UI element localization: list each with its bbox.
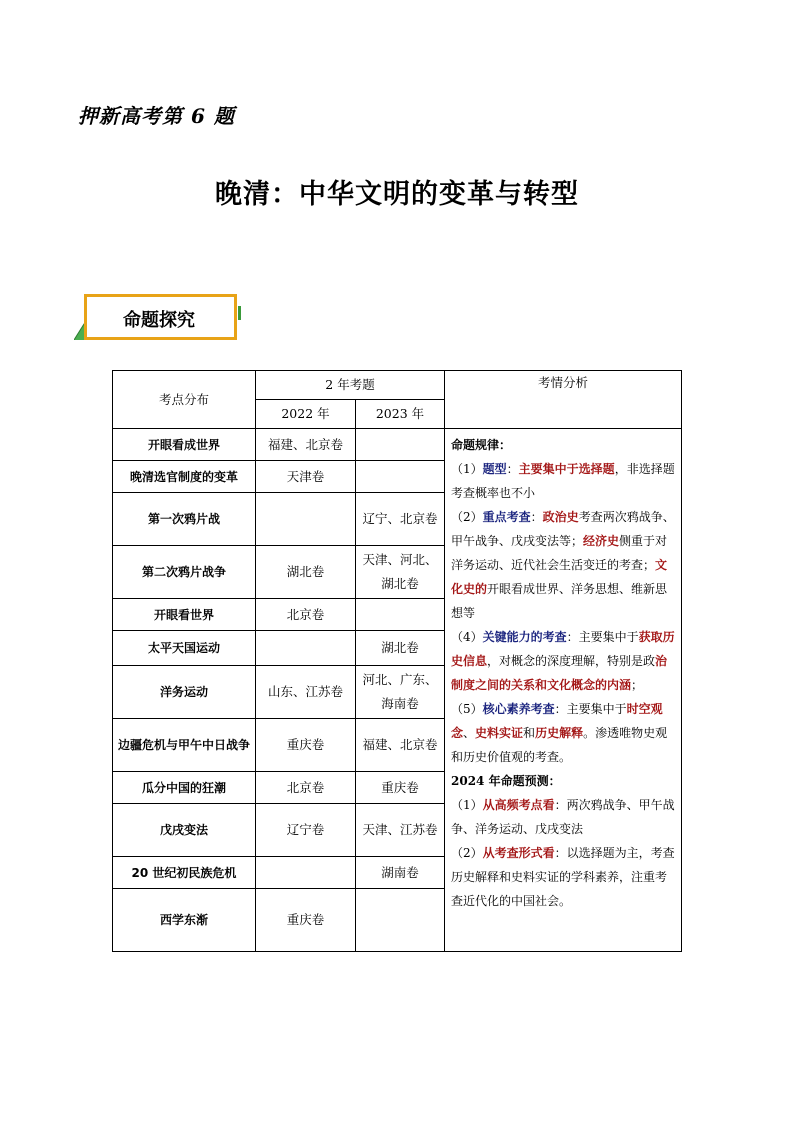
exam-distribution-table <box>112 370 682 952</box>
header-2022: 2022 年 <box>256 400 356 429</box>
row-2023 <box>356 889 445 952</box>
table-row <box>113 429 682 461</box>
row-2023: 湖南卷 <box>356 857 445 889</box>
row-topic: 边疆危机与甲午中日战争 <box>113 719 256 772</box>
row-topic: 戊戌变法 <box>113 804 256 857</box>
row-2022: 山东、江苏卷 <box>256 666 356 719</box>
prediction-heading: 2024 年命题预测： <box>451 774 561 788</box>
header-2023: 2023 年 <box>356 400 445 429</box>
row-2023 <box>356 461 445 493</box>
row-2023 <box>356 599 445 631</box>
header-years: 2 年考题 <box>256 371 445 400</box>
prediction-point-2: （2）从考查形式看：以选择题为主，考查历史解释和史料实证的学科素养，注重考查近代化的中国社会。 <box>451 846 675 908</box>
row-2022 <box>256 493 356 546</box>
row-topic: 太平天国运动 <box>113 631 256 666</box>
analysis-cell <box>445 429 682 952</box>
row-2022: 福建、北京卷 <box>256 429 356 461</box>
table-header-row <box>113 371 682 400</box>
analysis-point-2: （2）重点考查：政治史考查两次鸦战争、甲午战争、戊戌变法等；经济史侧重于对洋务运动、近代社会生活变迁的考查；文化史的开眼看成世界、洋务思想、维新思想等 <box>451 510 675 620</box>
row-2022: 辽宁卷 <box>256 804 356 857</box>
row-topic: 西学东渐 <box>113 889 256 952</box>
analysis-point-4: （4）关键能力的考查：主要集中于获取历史信息，对概念的深度理解，特别是政治制度之间的关系和文化概念的内涵； <box>451 630 675 692</box>
header-topic: 考点分布 <box>113 371 256 429</box>
prediction-point-1: （1）从高频考点看：两次鸦战争、甲午战争、洋务运动、戊戌变法 <box>451 798 675 836</box>
row-topic: 晚清选官制度的变革 <box>113 461 256 493</box>
row-2023: 辽宁、北京卷 <box>356 493 445 546</box>
row-2022: 湖北卷 <box>256 546 356 599</box>
row-2023: 天津、江苏卷 <box>356 804 445 857</box>
row-2023: 天津、河北、湖北卷 <box>356 546 445 599</box>
row-2022: 重庆卷 <box>256 719 356 772</box>
row-2022: 重庆卷 <box>256 889 356 952</box>
row-2022 <box>256 857 356 889</box>
row-2023: 湖北卷 <box>356 631 445 666</box>
row-2023: 河北、广东、海南卷 <box>356 666 445 719</box>
row-2022: 北京卷 <box>256 772 356 804</box>
row-2022 <box>256 631 356 666</box>
badge-accent-mark <box>238 306 241 320</box>
row-topic: 20 世纪初民族危机 <box>113 857 256 889</box>
row-topic: 第一次鸦片战 <box>113 493 256 546</box>
row-2022: 北京卷 <box>256 599 356 631</box>
rule-heading: 命题规律： <box>451 438 512 452</box>
section-badge <box>74 290 249 348</box>
badge-frame <box>84 294 237 340</box>
analysis-point-5: （5）核心素养考查：主要集中于时空观念、史料实证和历史解释。渗透唯物史观和历史价值观的考查。 <box>451 702 668 764</box>
row-topic: 洋务运动 <box>113 666 256 719</box>
analysis-point-1: （1）题型：主要集中于选择题，非选择题考查概率也不小 <box>451 462 675 500</box>
row-topic: 开眼看世界 <box>113 599 256 631</box>
row-2023 <box>356 429 445 461</box>
row-topic: 开眼看成世界 <box>113 429 256 461</box>
header-analysis: 考情分析 <box>445 371 682 429</box>
page-title: 晚清：中华文明的变革与转型 <box>215 179 579 210</box>
row-topic: 瓜分中国的狂潮 <box>113 772 256 804</box>
row-topic: 第二次鸦片战争 <box>113 546 256 599</box>
row-2023: 重庆卷 <box>356 772 445 804</box>
badge-label: 命题探究 <box>123 310 195 331</box>
row-2023: 福建、北京卷 <box>356 719 445 772</box>
exam-kicker: 押新高考第 6 题 <box>78 104 235 128</box>
row-2022: 天津卷 <box>256 461 356 493</box>
